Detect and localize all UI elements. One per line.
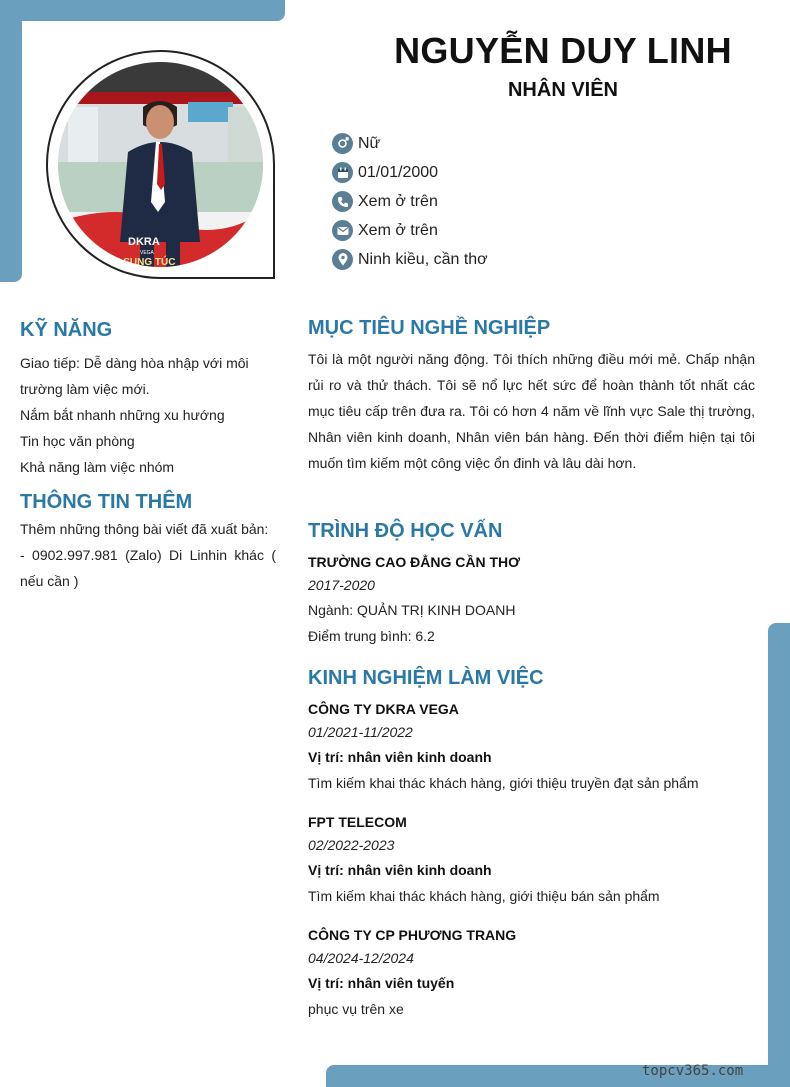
personal-info-list: [332, 129, 488, 274]
skill-item: Tin học văn phòng: [20, 433, 135, 449]
job-role: Vị trí: nhân viên tuyến: [308, 975, 455, 991]
skill-item: Khả năng làm việc nhóm: [20, 459, 175, 475]
job-description: Tìm kiếm khai thác khách hàng, giới thiệu bán sản phẩm: [308, 888, 660, 904]
calendar-icon: [332, 162, 353, 183]
job-company: CÔNG TY DKRA VEGA: [308, 701, 459, 717]
info-row-phone: [332, 187, 488, 216]
objective-text: Tôi là một người năng động. Tôi thích những điều mới mẻ. Chấp nhận rủi ro và thử thách. Tôi sẽ nổ lực hết sức để hoàn thành tốt nhất các mục tiêu cấp trên đưa ra. Tôi có hơn 4 năm về lĩnh vực Sale thị trường, Nhân viên kinh doanh, Nhân viên bán hàng. Đến thời điểm hiện tại tôi muốn tìm kiếm một công việc ổn đinh và lâu dài hơn.: [308, 351, 755, 471]
info-email: Xem ở trên: [358, 221, 438, 239]
job-period: 04/2024-12/2024: [308, 950, 414, 966]
objective-title: MỤC TIÊU NGHỀ NGHIỆP: [308, 317, 551, 339]
experience-title: KINH NGHIỆM LÀM VIỆC: [308, 667, 544, 689]
info-gender: Nữ: [358, 134, 381, 152]
info-birthday: 01/01/2000: [358, 163, 439, 181]
decor-bar-right: [768, 623, 790, 1065]
decor-bar-top: [0, 0, 285, 21]
info-row-birthday: [332, 158, 488, 187]
info-row-email: [332, 216, 488, 245]
email-icon: [332, 220, 353, 241]
profile-photo: [58, 62, 263, 267]
extra-info-title: THÔNG TIN THÊM: [20, 491, 193, 513]
education-title: TRÌNH ĐỘ HỌC VẤN: [308, 520, 503, 542]
job-role: Vị trí: nhân viên kinh doanh: [308, 749, 492, 765]
job-description: Tìm kiếm khai thác khách hàng, giới thiệu truyền đạt sản phẩm: [308, 775, 699, 791]
info-phone: Xem ở trên: [358, 192, 438, 210]
education-years: 2017-2020: [308, 577, 375, 593]
job-company: FPT TELECOM: [308, 814, 407, 830]
education-gpa: Điểm trung bình: 6.2: [308, 628, 435, 644]
photo-logo-text: DKRA: [128, 236, 160, 248]
job-description: phục vụ trên xe: [308, 1001, 404, 1017]
education-school: TRƯỜNG CAO ĐẲNG CẦN THƠ: [308, 554, 521, 570]
skill-item: Giao tiếp: Dễ dàng hòa nhập với môi trường làm việc mới.: [20, 355, 249, 397]
job-company: CÔNG TY CP PHƯƠNG TRANG: [308, 927, 517, 943]
extra-info-line1: Thêm những thông bài viết đã xuất bản:: [20, 521, 269, 537]
candidate-position: NHÂN VIÊN: [507, 79, 618, 101]
watermark-text[interactable]: topcv365.com: [642, 1063, 744, 1079]
job-period: 01/2021-11/2022: [308, 724, 413, 740]
skills-list: [20, 350, 260, 480]
gender-icon: [332, 133, 353, 154]
education-major: Ngành: QUẢN TRỊ KINH DOANH: [308, 602, 516, 618]
skills-title: KỸ NĂNG: [20, 319, 113, 341]
info-address: Ninh kiều, cần thơ: [358, 250, 488, 268]
photo-logo-sub: VEGA: [140, 250, 154, 256]
skill-item: Nắm bắt nhanh những xu hướng: [20, 407, 225, 423]
info-row-gender: [332, 129, 488, 158]
info-row-address: [332, 245, 488, 274]
extra-info-line2: - 0902.997.981 (Zalo) Di Linhin khác ( nếu cần ): [20, 547, 276, 589]
decor-bar-left: [0, 0, 22, 282]
job-role: Vị trí: nhân viên kinh doanh: [308, 862, 492, 878]
job-period: 02/2022-2023: [308, 837, 395, 853]
photo-banner-text: ẦN SUNG TÚC: [106, 257, 176, 267]
location-icon: [332, 249, 353, 270]
phone-icon: [332, 191, 353, 212]
candidate-name: NGUYỄN DUY LINH: [394, 30, 732, 71]
